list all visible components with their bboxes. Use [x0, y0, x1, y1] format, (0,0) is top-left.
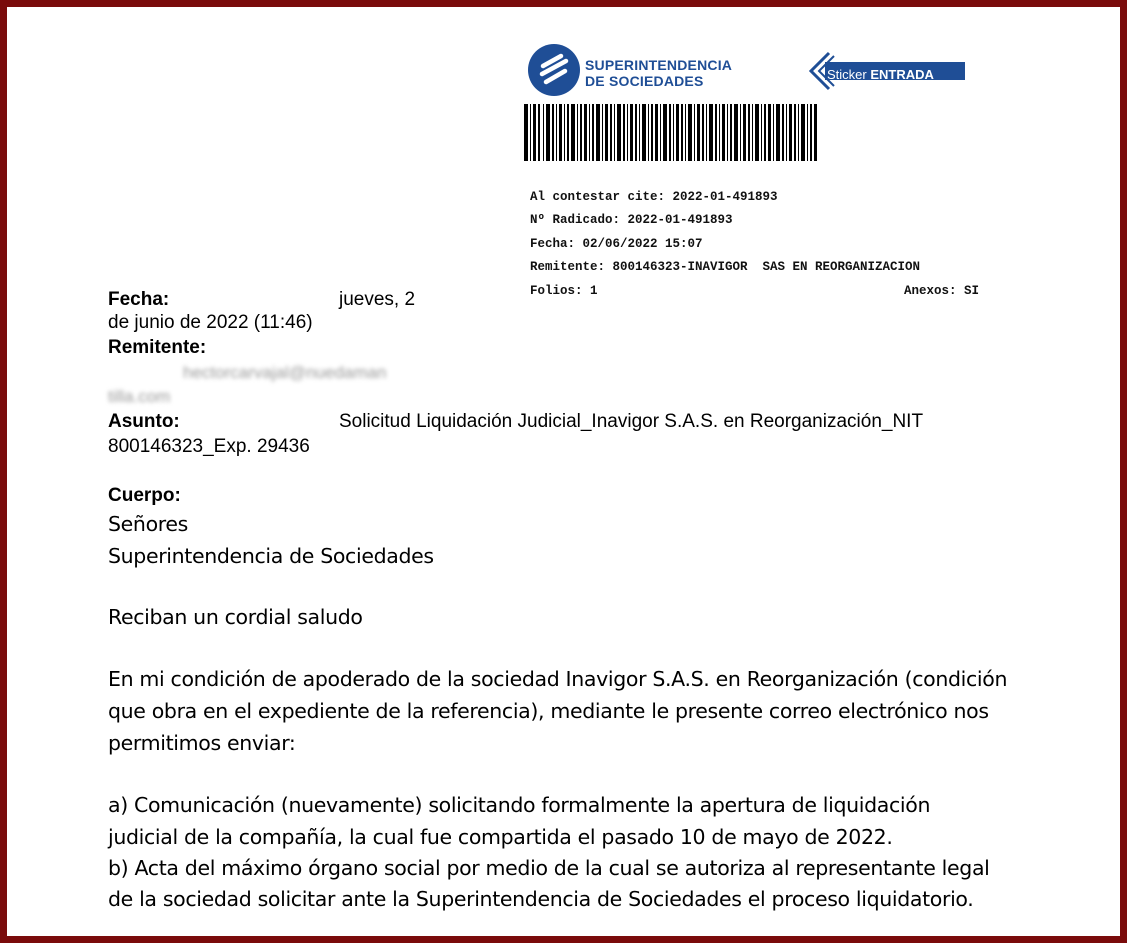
radicado-numero: Nº Radicado: 2022-01-491893: [530, 213, 733, 227]
paragraph-line: permitimos enviar:: [108, 731, 296, 755]
asunto-value-line2: 800146323_Exp. 29436: [108, 436, 310, 457]
radicado-anexos: Anexos: SI: [904, 284, 980, 298]
remitente-email-line1: hectorcarvajal@nuedaman: [183, 363, 387, 382]
fecha-label: Fecha:: [108, 289, 170, 310]
list-item-b-line1: b) Acta del máximo órgano social por medio de la cual se autoriza al representante legal: [108, 856, 990, 880]
supersociedades-logo-icon: [528, 44, 580, 96]
logo-line-1: SUPERINTENDENCIA: [585, 57, 733, 73]
fecha-value-line2: de junio de 2022 (11:46): [108, 312, 313, 333]
asunto-value-line1: Solicitud Liquidación Judicial_Inavigor S.A.S. en Reorganización_NIT: [339, 411, 924, 432]
remitente-email-line2: tilla.com: [108, 387, 171, 406]
logo-line-2: DE SOCIEDADES: [585, 73, 704, 89]
sticker-strong: ENTRADA: [870, 67, 934, 82]
cuerpo-label: Cuerpo:: [108, 485, 181, 506]
radicado-cite: Al contestar cite: 2022-01-491893: [530, 190, 778, 204]
sticker-prefix: Sticker: [827, 67, 867, 82]
radicado-fecha: Fecha: 02/06/2022 15:07: [530, 237, 703, 251]
paragraph-line: que obra en el expediente de la referencia), mediante le presente correo electrónico nos: [108, 699, 989, 723]
radicado-remitente: Remitente: 800146323-INAVIGOR SAS EN REORGANIZACION: [530, 260, 921, 274]
list-item-a-line1: a) Comunicación (nuevamente) solicitando formalmente la apertura de liquidación: [108, 793, 931, 817]
radicado-folios: Folios: 1: [530, 284, 598, 298]
asunto-label: Asunto:: [108, 411, 180, 432]
paragraph-line: En mi condición de apoderado de la sociedad Inavigor S.A.S. en Reorganización (condición: [108, 667, 1008, 691]
salutation-line1: Señores: [108, 512, 188, 536]
list-item-b-line2: de la sociedad solicitar ante la Superintendencia de Sociedades el proceso liquidatorio.: [108, 887, 974, 911]
sticker-label: [827, 67, 934, 82]
barcode: [524, 104, 817, 161]
list-item-a-line2: judicial de la compañía, la cual fue compartida el pasado 10 de mayo de 2022.: [108, 825, 893, 849]
remitente-label: Remitente:: [108, 337, 207, 358]
salutation-line2: Superintendencia de Sociedades: [108, 544, 434, 568]
fecha-value-line1: jueves, 2: [339, 289, 416, 310]
greeting: Reciban un cordial saludo: [108, 605, 363, 629]
logo-wordmark: [585, 57, 732, 89]
